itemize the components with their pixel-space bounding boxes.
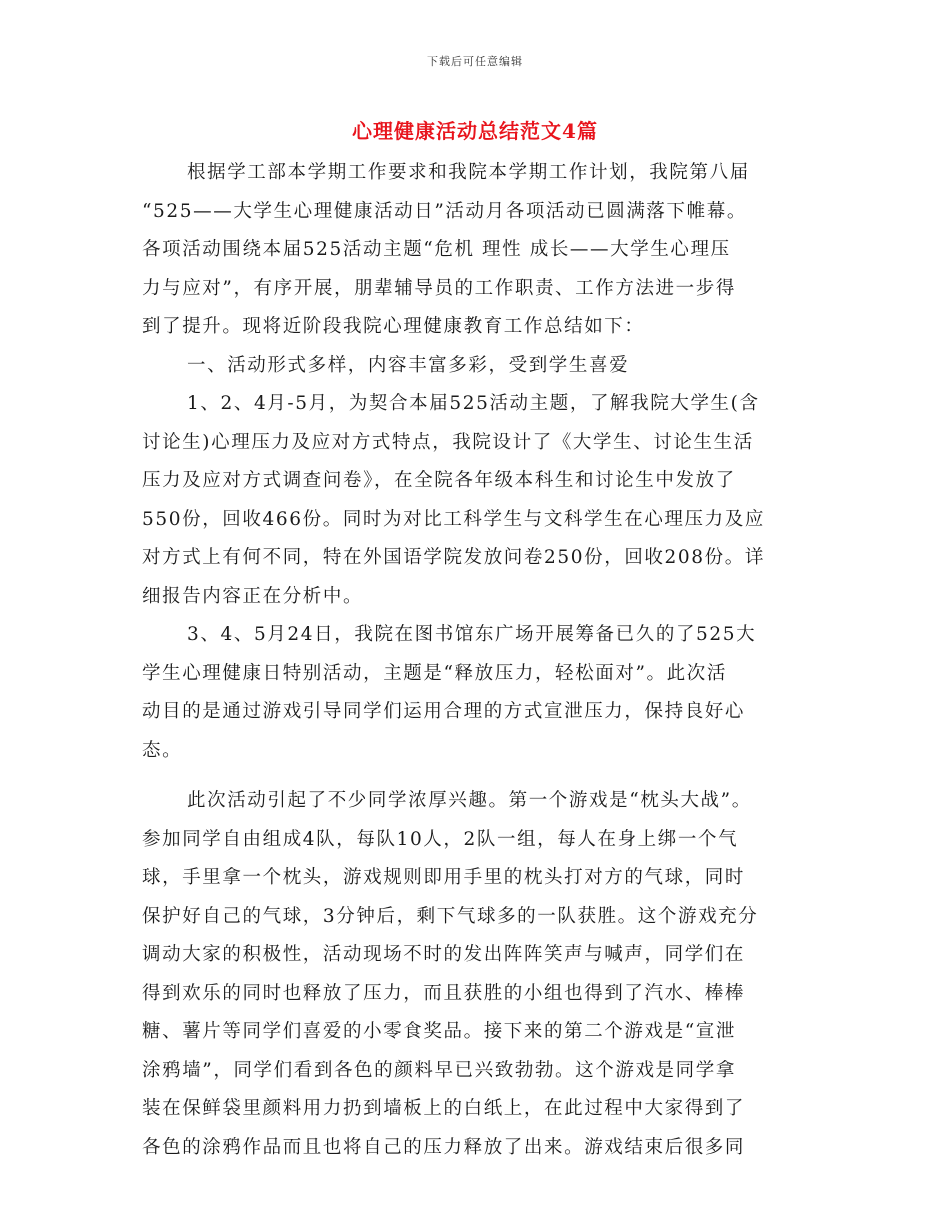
text-line: 球，手里拿一个枕头，游戏规则即用手里的枕头打对方的气球，同时 [142,867,746,888]
text-line: 保护好自己的气球，3分钟后，剩下气球多的一队获胜。这个游戏充分 [142,905,759,927]
section-heading [142,347,810,386]
paragraph-event [142,616,810,770]
text-line: 各色的涂鸦作品而且也将自己的压力释放了出来。游戏结束后很多同 [142,1136,746,1158]
header-note: 下载后可任意编辑 [427,55,523,68]
text-line: 各项活动围绕本届525活动主题“危机 理性 成长——大学生心理压 [142,239,731,260]
text-line: 细报告内容正在分析中。 [142,585,364,607]
text-line: 涂鸦墙”，同学们看到各色的颜料早已兴致勃勃。这个游戏是同学拿 [142,1059,736,1081]
paragraph-survey [142,385,810,616]
text-line: 调动大家的积极性，活动现场不时的发出阵阵笑声与喊声，同学们在 [142,944,746,965]
text-line: 讨论生)心理压力及应对方式特点，我院设计了《大学生、讨论生生活 [142,431,754,453]
text-line: 一、活动形式多样，内容丰富多彩，受到学生喜爱 [187,354,630,376]
text-line: 态。 [142,739,183,761]
text-line: 得到欢乐的同时也释放了压力，而且获胜的小组也得到了汽水、棒棒 [142,982,746,1004]
text-line: 1、2、4月-5月，为契合本届525活动主题，了解我院大学生(含 [187,393,760,414]
paragraph-gap [142,770,810,782]
text-line: 到了提升。现将近阶段我院心理健康教育工作总结如下： [142,316,645,337]
document-body [142,154,810,1167]
document-title: 心理健康活动总结范文4篇 [352,119,598,143]
text-line: 根据学工部本学期工作要求和我院本学期工作计划，我院第八届 [187,162,750,183]
text-line: 3、4、5月24日，我院在图书馆东广场开展筹备已久的了525大 [187,624,757,645]
text-line: 学生心理健康日特别活动，主题是“释放压力，轻松面对”。此次活 [142,662,727,684]
paragraph-intro [142,154,810,347]
text-line: 对方式上有何不同，特在外国语学院发放问卷250份，回收208份。详 [142,547,765,568]
text-line: 550份，回收466份。同时为对比工科学生与文科学生在心理压力及应 [142,508,765,530]
paragraph-games [142,782,810,1167]
text-line: 糖、薯片等同学们喜爱的小零食奖品。接下来的第二个游戏是“宣泄 [142,1021,736,1042]
text-line: 力与应对”，有序开展，朋辈辅导员的工作职责、工作方法进一步得 [142,277,736,299]
text-line: 参加同学自由组成4队，每队10人，2队一组，每人在身上绑一个气 [142,828,739,850]
text-line: 动目的是通过游戏引导同学们运用合理的方式宣泄压力，保持良好心 [142,701,746,722]
text-line: 装在保鲜袋里颜料用力扔到墙板上的白纸上，在此过程中大家得到了 [142,1098,746,1119]
text-line: “525——大学生心理健康活动日”活动月各项活动已圆满落下帷幕。 [142,200,747,222]
text-line: 此次活动引起了不少同学浓厚兴趣。第一个游戏是“枕头大战”。 [187,790,752,811]
text-line: 压力及应对方式调查问卷》，在全院各年级本科生和讨论生中发放了 [142,470,736,491]
